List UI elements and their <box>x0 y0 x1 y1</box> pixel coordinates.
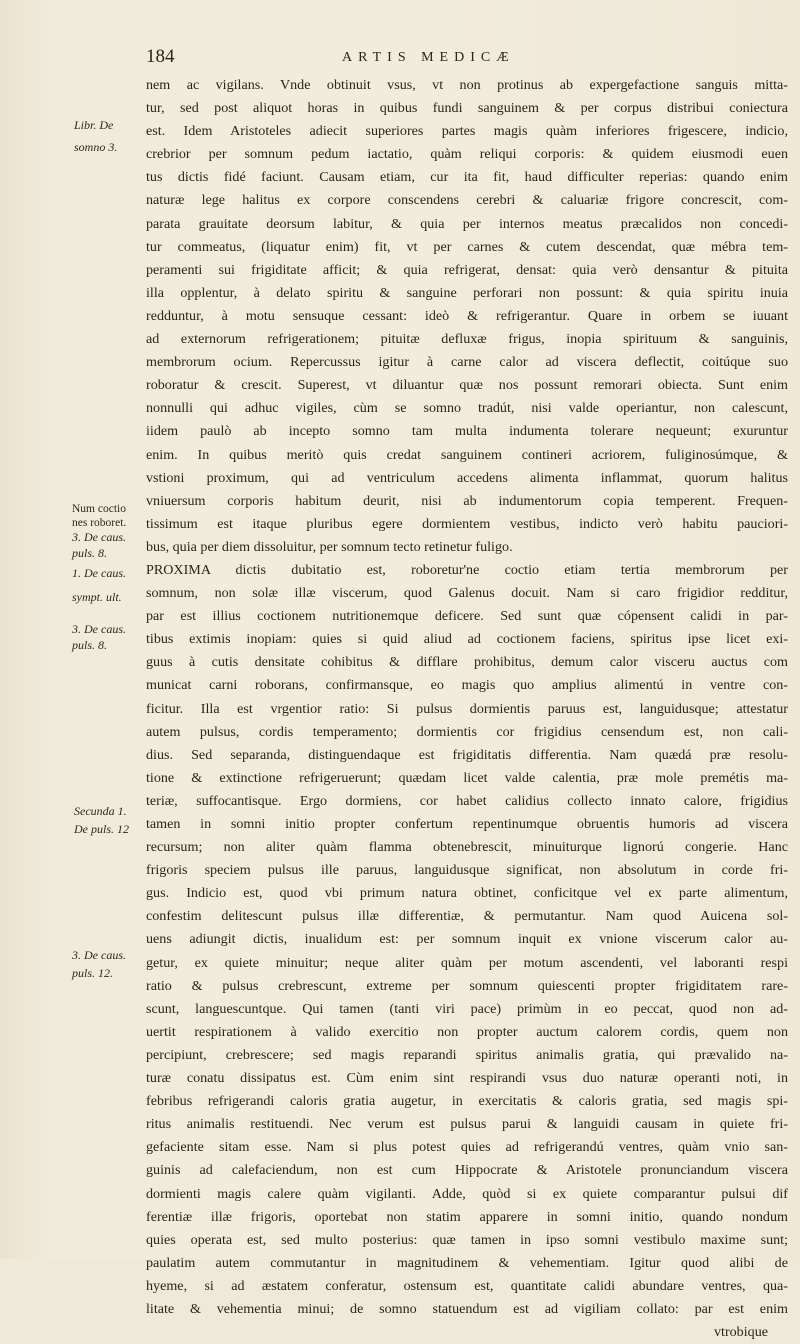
marginal-note: Num coctio <box>72 503 126 515</box>
text-line: tibus extimis inopiam: quies si quid aliud ad coctionem faciens, spiritus ipse licet exi- <box>146 631 788 648</box>
text-line: tur commeatus, (liquatur enim) fit, vt per carnes & cutem descendat, quæ mébra tem- <box>146 238 788 255</box>
text-line: iidem paulò ab incepto somno tam multa indumenta tolerare nequeunt; exuruntur <box>146 423 788 440</box>
text-line: tus dictis fidé faciunt. Causam etiam, cur ita fit, haud difficulter reperias: quando enim <box>146 169 788 186</box>
text-line: ratio & pulsus crebrescunt, extreme per somnum quiescenti propter frigiditatem rare- <box>146 977 788 994</box>
text-line: teriæ, suffocantisque. Ergo dormiens, cor habet calidius collecto innato calore, frigidius <box>146 792 788 809</box>
marginal-note: puls. 12. <box>72 966 114 980</box>
text-line: naturæ lege halitus ex corpore conscendens cerebri & caluariæ frigore concrescit, com- <box>146 192 788 209</box>
marginalia-column <box>0 0 146 1259</box>
text-line: ritus animalis restituendi. Nec verum est pulsus parui & languidi causam in quiete fri- <box>146 1116 788 1133</box>
text-line: PROXIMA dictis dubitatio est, roboretur'ne coctio etiam tertia membrorum per <box>146 561 788 578</box>
text-line: par est illius coctionem nutritionemque deficere. Sed sunt quæ cópensent calidi in par- <box>146 608 788 625</box>
text-line: crebrior per somnum pedum iactatio, quàm reliqui corporis: & quidem eiusmodi euen <box>146 146 788 163</box>
text-line: tione & extinctione refrigeruerunt; quædam licet valde calentia, præ mole premétis ma- <box>146 769 788 786</box>
text-line: nem ac vigilans. Vnde obtinuit vsus, vt non protinus ab expergefactione sanguis mitta- <box>146 77 788 93</box>
text-line: redduntur, à motu sensuque cessant: ideò & refrigerantur. Quare in orbem se iuuant <box>146 307 788 324</box>
marginal-note: 1. De caus. <box>72 566 126 580</box>
page-header <box>146 46 786 70</box>
text-line: litate & vehementia minui; de somno statuendum est ad vigiliam collato: par est enim <box>146 1300 788 1317</box>
text-line: membrorum ocium. Repercussus igitur à carne calor ad viscera deflectit, coitúque suo <box>146 354 788 371</box>
marginal-note: somno 3. <box>74 140 118 154</box>
text-line: guus à cutis densitate cohibitus & difflare prohibitus, demum calor visceru auctus com <box>146 654 788 671</box>
text-line: est. Idem Aristoteles adiecit superiores partes magis quàm inferiores frigescere, indicio, <box>146 123 788 140</box>
text-line: gus. Indicio est, quod vbi primum natura obtinet, conficitque vel ex parte alimentum, <box>146 885 788 902</box>
text-line: uertit respirationem à valido exercitio non propter auctum calorem cordis, quem non <box>146 1023 788 1040</box>
page-number: 184 <box>146 46 175 67</box>
text-line: percipiunt, crebrescere; sed magis reparandi spiritus animalis gratia, qui prævalido na- <box>146 1046 788 1063</box>
text-line: bus, quia per diem dissoluitur, per somnum tecto retinetur fuligo. <box>146 538 513 555</box>
text-line: nonnulli qui adhuc vigiles, cùm se somno tradút, nisi valde operiantur, non calescunt, <box>146 400 788 417</box>
text-line: guinis ad calefaciendum, non est cum Hippocrate & Aristotele pronunciandum viscera <box>146 1162 788 1179</box>
marginal-note: puls. 8. <box>72 546 108 560</box>
text-line: peramenti sui frigiditate afficit; & quia refrigerat, densat: quia verò densantur & pituita <box>146 261 788 278</box>
text-line: ferentiæ illæ frigoris, oportebat non statim apparere in somni initio, quando nondum <box>146 1208 788 1225</box>
text-line: scunt, languescuntque. Qui tamen (tanti viri pace) primùm in eo peccat, quod non ad- <box>146 1000 788 1017</box>
text-line: autem pulsus, cordis temperamento; dormientis cor frigidius censendum est, non cali- <box>146 723 788 740</box>
marginal-note: 3. De caus. <box>72 530 126 544</box>
marginal-note: puls. 8. <box>72 638 108 652</box>
text-line: febribus refrigerandi caloris gratia augetur, in exercitatis & caloris gratia, sed magis spi- <box>146 1093 788 1110</box>
text-line: getur, ex quiete minuitur; neque aliter quàm per motum ascendenti, vel laboranti respi <box>146 954 788 971</box>
text-line: municat carni roborans, confirmansque, eo magis quo amplius alimentú in ventre con- <box>146 677 788 694</box>
text-line: dormienti magis calere quàm vigilanti. Adde, quòd si ex quiete comparantur pulsui dif <box>146 1185 788 1202</box>
text-line: parata grauitate deorsum labitur, & quia per internos meatus præcalidos non concedi- <box>146 215 788 232</box>
text-line: paulatim autem commutantur in magnitudinem & vehementiam. Igitur quod alibi de <box>146 1254 788 1271</box>
marginal-note: 3. De caus. <box>72 622 126 636</box>
text-line: quies operata est, sed multo posterius: quæ tamen in ipso somni vestibulo maxime sunt; <box>146 1231 788 1248</box>
text-line: frigoris speciem pulsus ille paruus, languidusque significat, non absolutum in corde fri- <box>146 862 788 879</box>
text-line: turæ conatu dissipatus est. Cùm enim sint respirandi vsus duo naturæ operanti noti, in <box>146 1070 788 1087</box>
marginal-note: 3. De caus. <box>72 948 126 962</box>
marginal-note: sympt. ult. <box>72 590 122 604</box>
text-line: tamen in somni initio propter confertum repentinumque obruentis humoris ad viscera <box>146 816 788 832</box>
text-line: recursum; non aliter quàm flamma obtenebrescit, minuiturque lignorú congerie. Hanc <box>146 839 788 856</box>
text-line: gefaciente sitam esse. Nam si plus potest quies ad refrigerandú ventres, quàm vnio san- <box>146 1139 788 1156</box>
text-line: vstioni proximum, qui ad ventriculum accedens alimenta inflammat, quorum halitus <box>146 469 788 486</box>
text-line: illa opplentur, à delato spiritu & sanguine perforari non possunt: & quia spiritu inuia <box>146 284 788 301</box>
marginal-note: De puls. 12 <box>74 822 129 836</box>
marginal-note: Libr. De <box>74 118 114 132</box>
text-line: confestim delitescunt pulsus illæ differentiæ, & permutantur. Nam quod Auicena sol- <box>146 908 788 925</box>
marginal-note: Secunda 1. <box>74 804 127 818</box>
running-title: ARTIS MEDICÆ <box>342 50 515 65</box>
text-line: ad externorum refrigerationem; pituitæ defluxæ frigus, inopia spirituum & sanguinis, <box>146 331 788 348</box>
text-line: roboratur & crescit. Superest, vt diluantur quæ nos possunt remorari obiecta. Sunt enim <box>146 377 788 394</box>
text-line: hyeme, si ad æstatem conferatur, ostensum est, quantitate calidi abundare ventres, qua- <box>146 1277 788 1294</box>
catchword: vtrobique <box>713 1324 768 1341</box>
text-line: tur, sed post aliquot horas in quibus fundi sanguinem & per corpus distribui coniectura <box>146 100 788 117</box>
body-text <box>146 74 788 1344</box>
text-line: uens adiungit dictis, inualidum est: per somnum inquit ex vnione viscerum calor au- <box>146 931 788 948</box>
text-line: tissimum est itaque pluribus egere dormientem vestibus, indicto verò habitu paucіori- <box>146 515 788 532</box>
marginal-note: nes roboret. <box>72 517 127 529</box>
text-line: somnum, non solæ illæ viscerum, quod Galenus docuit. Nam si caro frigidior redditur, <box>146 585 788 602</box>
text-line: vniuersum corporis habitum deurit, nisi ab indumentorum copia temperent. Frequen- <box>146 492 788 509</box>
text-line: enim. In quibus meritò quis credat sanguinem contineri acriorem, fuliginosúmque, & <box>146 446 788 463</box>
text-line: dius. Sed separanda, distinguendaque est frigiditatis differentia. Nam quædá præ resolu- <box>146 746 788 763</box>
text-line: ficitur. Illa est vrgentior ratio: Si pulsus dormientis paruus est, languidusque; attestatur <box>146 700 788 717</box>
